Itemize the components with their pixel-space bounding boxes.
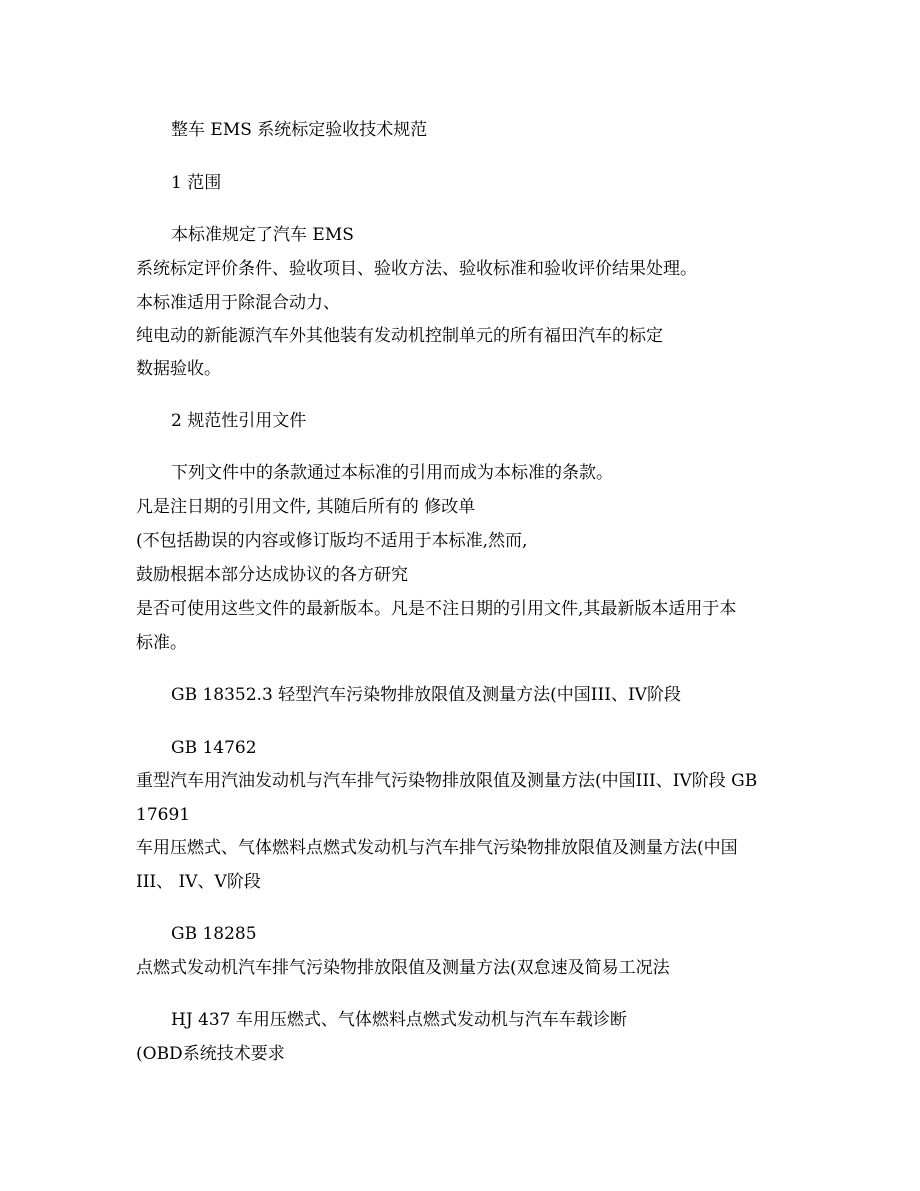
reference-line: III、 IV、V阶段 xyxy=(136,872,261,892)
section-2-line: 凡是注日期的引用文件, 其随后所有的 修改单 xyxy=(136,497,476,517)
section-1-line: 纯电动的新能源汽车外其他装有发动机控制单元的所有福田汽车的标定 xyxy=(136,326,663,346)
section-1-line: 本标准规定了汽车 EMS xyxy=(171,225,354,245)
reference-line: 重型汽车用汽油发动机与汽车排气污染物排放限值及测量方法(中国III、IV阶段 GB xyxy=(136,771,758,791)
section-2-heading: 2 规范性引用文件 xyxy=(171,411,307,431)
section-1-line: 系统标定评价条件、验收项目、验收方法、验收标准和验收评价结果处理。 xyxy=(136,259,697,279)
reference-line: HJ 437 车用压燃式、气体燃料点燃式发动机与汽车车载诊断 xyxy=(171,1010,627,1030)
section-2-line: 下列文件中的条款通过本标准的引用而成为本标准的条款。 xyxy=(171,463,613,483)
section-1-line: 数据验收。 xyxy=(136,359,221,379)
section-2-line: 鼓励根据本部分达成协议的各方研究 xyxy=(136,565,408,585)
reference-line: 17691 xyxy=(136,805,191,825)
section-2-line: 是否可使用这些文件的最新版本。凡是不注日期的引用文件,其最新版本适用于本 xyxy=(136,599,737,619)
reference-line: GB 14762 xyxy=(171,738,257,758)
reference-line: 点燃式发动机汽车排气污染物排放限值及测量方法(双怠速及简易工况法 xyxy=(136,958,670,978)
reference-line: (OBD系统技术要求 xyxy=(136,1044,285,1064)
section-1-line: 本标准适用于除混合动力、 xyxy=(136,293,340,313)
reference-gb18352: GB 18352.3 轻型汽车污染物排放限值及测量方法(中国III、IV阶段 xyxy=(171,685,681,705)
document-title: 整车 EMS 系统标定验收技术规范 xyxy=(171,120,428,140)
section-2-line: (不包括勘误的内容或修订版均不适用于本标准,然而, xyxy=(136,531,528,551)
reference-line: GB 18285 xyxy=(171,924,257,944)
reference-line: 车用压燃式、气体燃料点燃式发动机与汽车排气污染物排放限值及测量方法(中国 xyxy=(136,838,738,858)
section-2-line: 标准。 xyxy=(136,633,187,653)
section-1-heading: 1 范围 xyxy=(171,173,222,193)
